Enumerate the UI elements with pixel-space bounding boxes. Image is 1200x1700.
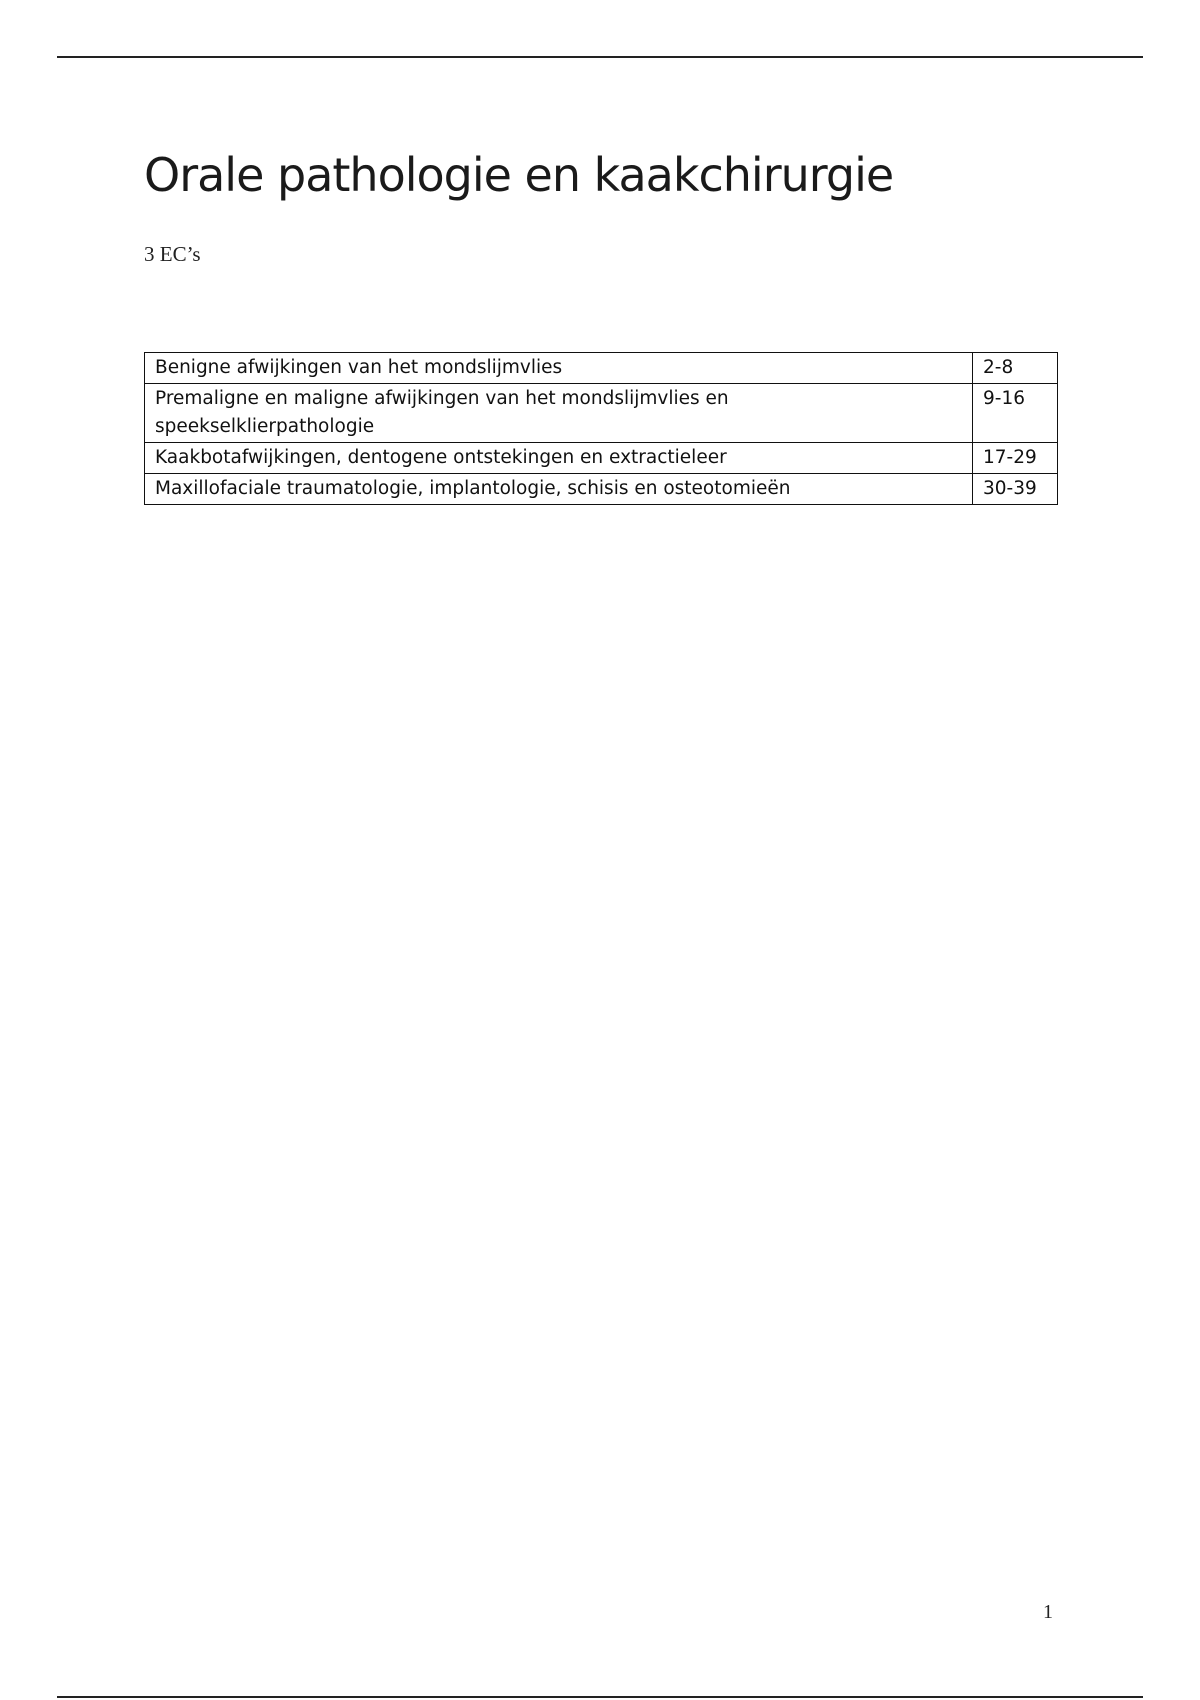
- toc-topic: Benigne afwijkingen van het mondslijmvlies: [145, 353, 973, 384]
- toc-pages: 2-8: [973, 353, 1058, 384]
- toc-pages: 17-29: [973, 443, 1058, 474]
- toc-row: [145, 443, 1058, 474]
- header-rule: [57, 56, 1143, 58]
- page-number: 1: [1043, 1601, 1053, 1623]
- toc-row: [145, 384, 1058, 443]
- toc-topic: Maxillofaciale traumatologie, implantologie, schisis en osteotomieën: [145, 474, 973, 505]
- table-of-contents: [144, 352, 1058, 505]
- toc-row: [145, 474, 1058, 505]
- toc-topic: Premaligne en maligne afwijkingen van het mondslijmvlies en speekselklierpathologie: [145, 384, 973, 443]
- toc-pages: 30-39: [973, 474, 1058, 505]
- toc-row: [145, 353, 1058, 384]
- credits-label: 3 EC’s: [144, 242, 201, 266]
- footer-rule: [57, 1696, 1143, 1698]
- document-title: Orale pathologie en kaakchirurgie: [144, 148, 894, 202]
- toc-pages: 9-16: [973, 384, 1058, 443]
- toc-topic: Kaakbotafwijkingen, dentogene ontstekingen en extractieleer: [145, 443, 973, 474]
